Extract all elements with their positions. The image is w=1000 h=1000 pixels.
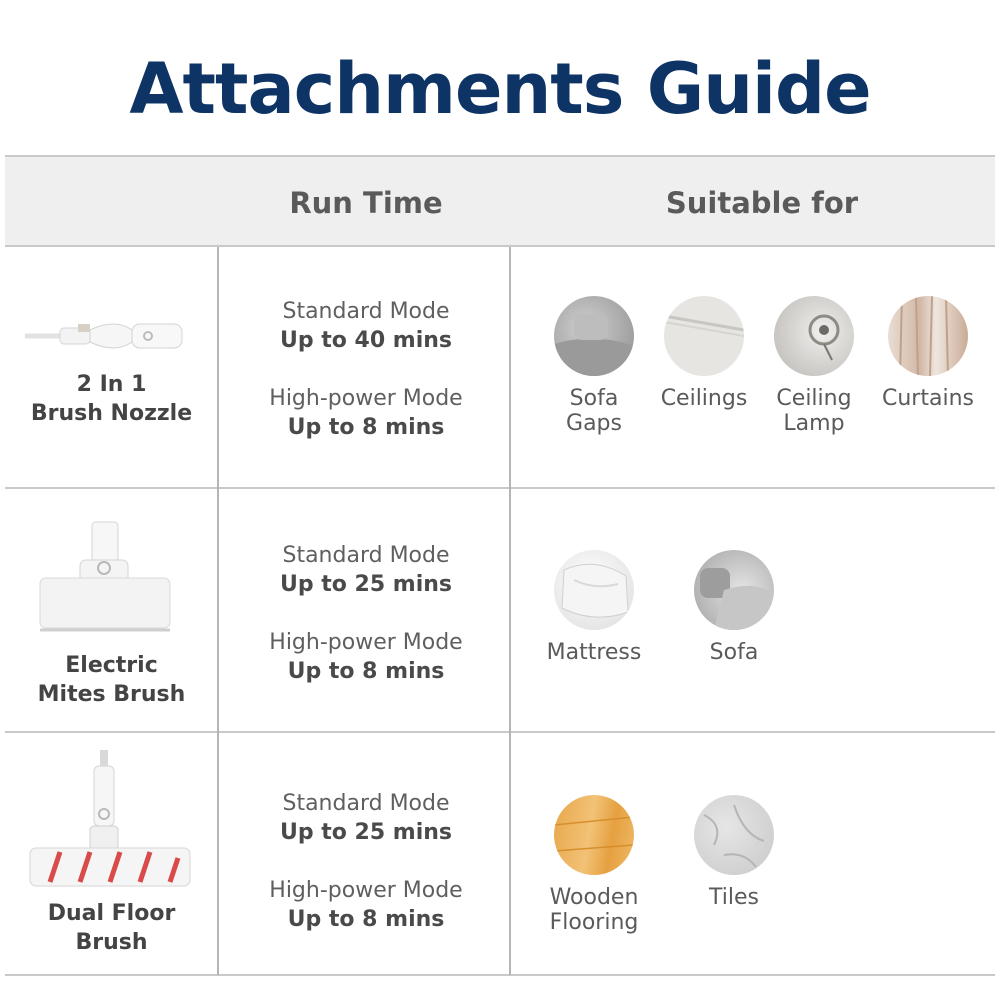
surface-mattress: Mattress xyxy=(538,550,650,665)
attachment-name-line2: Brush Nozzle xyxy=(30,401,193,426)
high-power-mode-label: High-power Mode xyxy=(269,878,463,903)
surface-sofa: Sofa xyxy=(678,550,790,665)
standard-mode-time: Up to 25 mins xyxy=(279,820,453,845)
high-power-mode-label: High-power Mode xyxy=(269,630,463,655)
high-power-mode-time: Up to 8 mins xyxy=(287,907,445,932)
row-divider xyxy=(5,731,995,733)
attachment-name-line1: Dual Floor xyxy=(47,901,176,926)
standard-mode-time: Up to 25 mins xyxy=(279,572,453,597)
ceiling-lamp-icon xyxy=(774,296,854,376)
row-divider xyxy=(5,487,995,489)
tiles-icon xyxy=(694,795,774,875)
surface-curtains: Curtains xyxy=(872,296,984,411)
high-power-mode-time: Up to 8 mins xyxy=(287,415,445,440)
standard-mode-label: Standard Mode xyxy=(282,791,450,816)
surface-ceiling-lamp: Ceiling Lamp xyxy=(758,296,870,436)
table-bottom-border xyxy=(5,974,995,976)
curtains-icon xyxy=(888,296,968,376)
brush-nozzle-image xyxy=(20,308,200,368)
attachment-name-line1: 2 In 1 xyxy=(76,372,147,397)
attachment-name-line2: Mites Brush xyxy=(37,682,186,707)
surface-tiles: Tiles xyxy=(678,795,790,910)
mattress-icon xyxy=(554,550,634,630)
surface-ceilings: Ceilings xyxy=(648,296,760,411)
attachment-name-line1: Electric xyxy=(65,653,158,678)
attachment-name-line2: Brush xyxy=(75,930,148,955)
high-power-mode-label: High-power Mode xyxy=(269,386,463,411)
header-suitable-for: Suitable for xyxy=(665,186,859,220)
sofa-icon xyxy=(694,550,774,630)
wooden-flooring-icon xyxy=(554,795,634,875)
floor-brush-image xyxy=(20,748,200,888)
sofa-gaps-icon xyxy=(554,296,634,376)
header-run-time: Run Time xyxy=(289,186,443,220)
standard-mode-label: Standard Mode xyxy=(282,543,450,568)
high-power-mode-time: Up to 8 mins xyxy=(287,659,445,684)
page-title: Attachments Guide xyxy=(129,48,871,130)
ceilings-icon xyxy=(664,296,744,376)
standard-mode-time: Up to 40 mins xyxy=(279,328,453,353)
surface-sofa-gaps: Sofa Gaps xyxy=(538,296,650,436)
column-divider xyxy=(217,247,219,975)
mites-brush-image xyxy=(20,520,200,642)
standard-mode-label: Standard Mode xyxy=(282,299,450,324)
surface-wooden-flooring: Wooden Flooring xyxy=(538,795,650,935)
